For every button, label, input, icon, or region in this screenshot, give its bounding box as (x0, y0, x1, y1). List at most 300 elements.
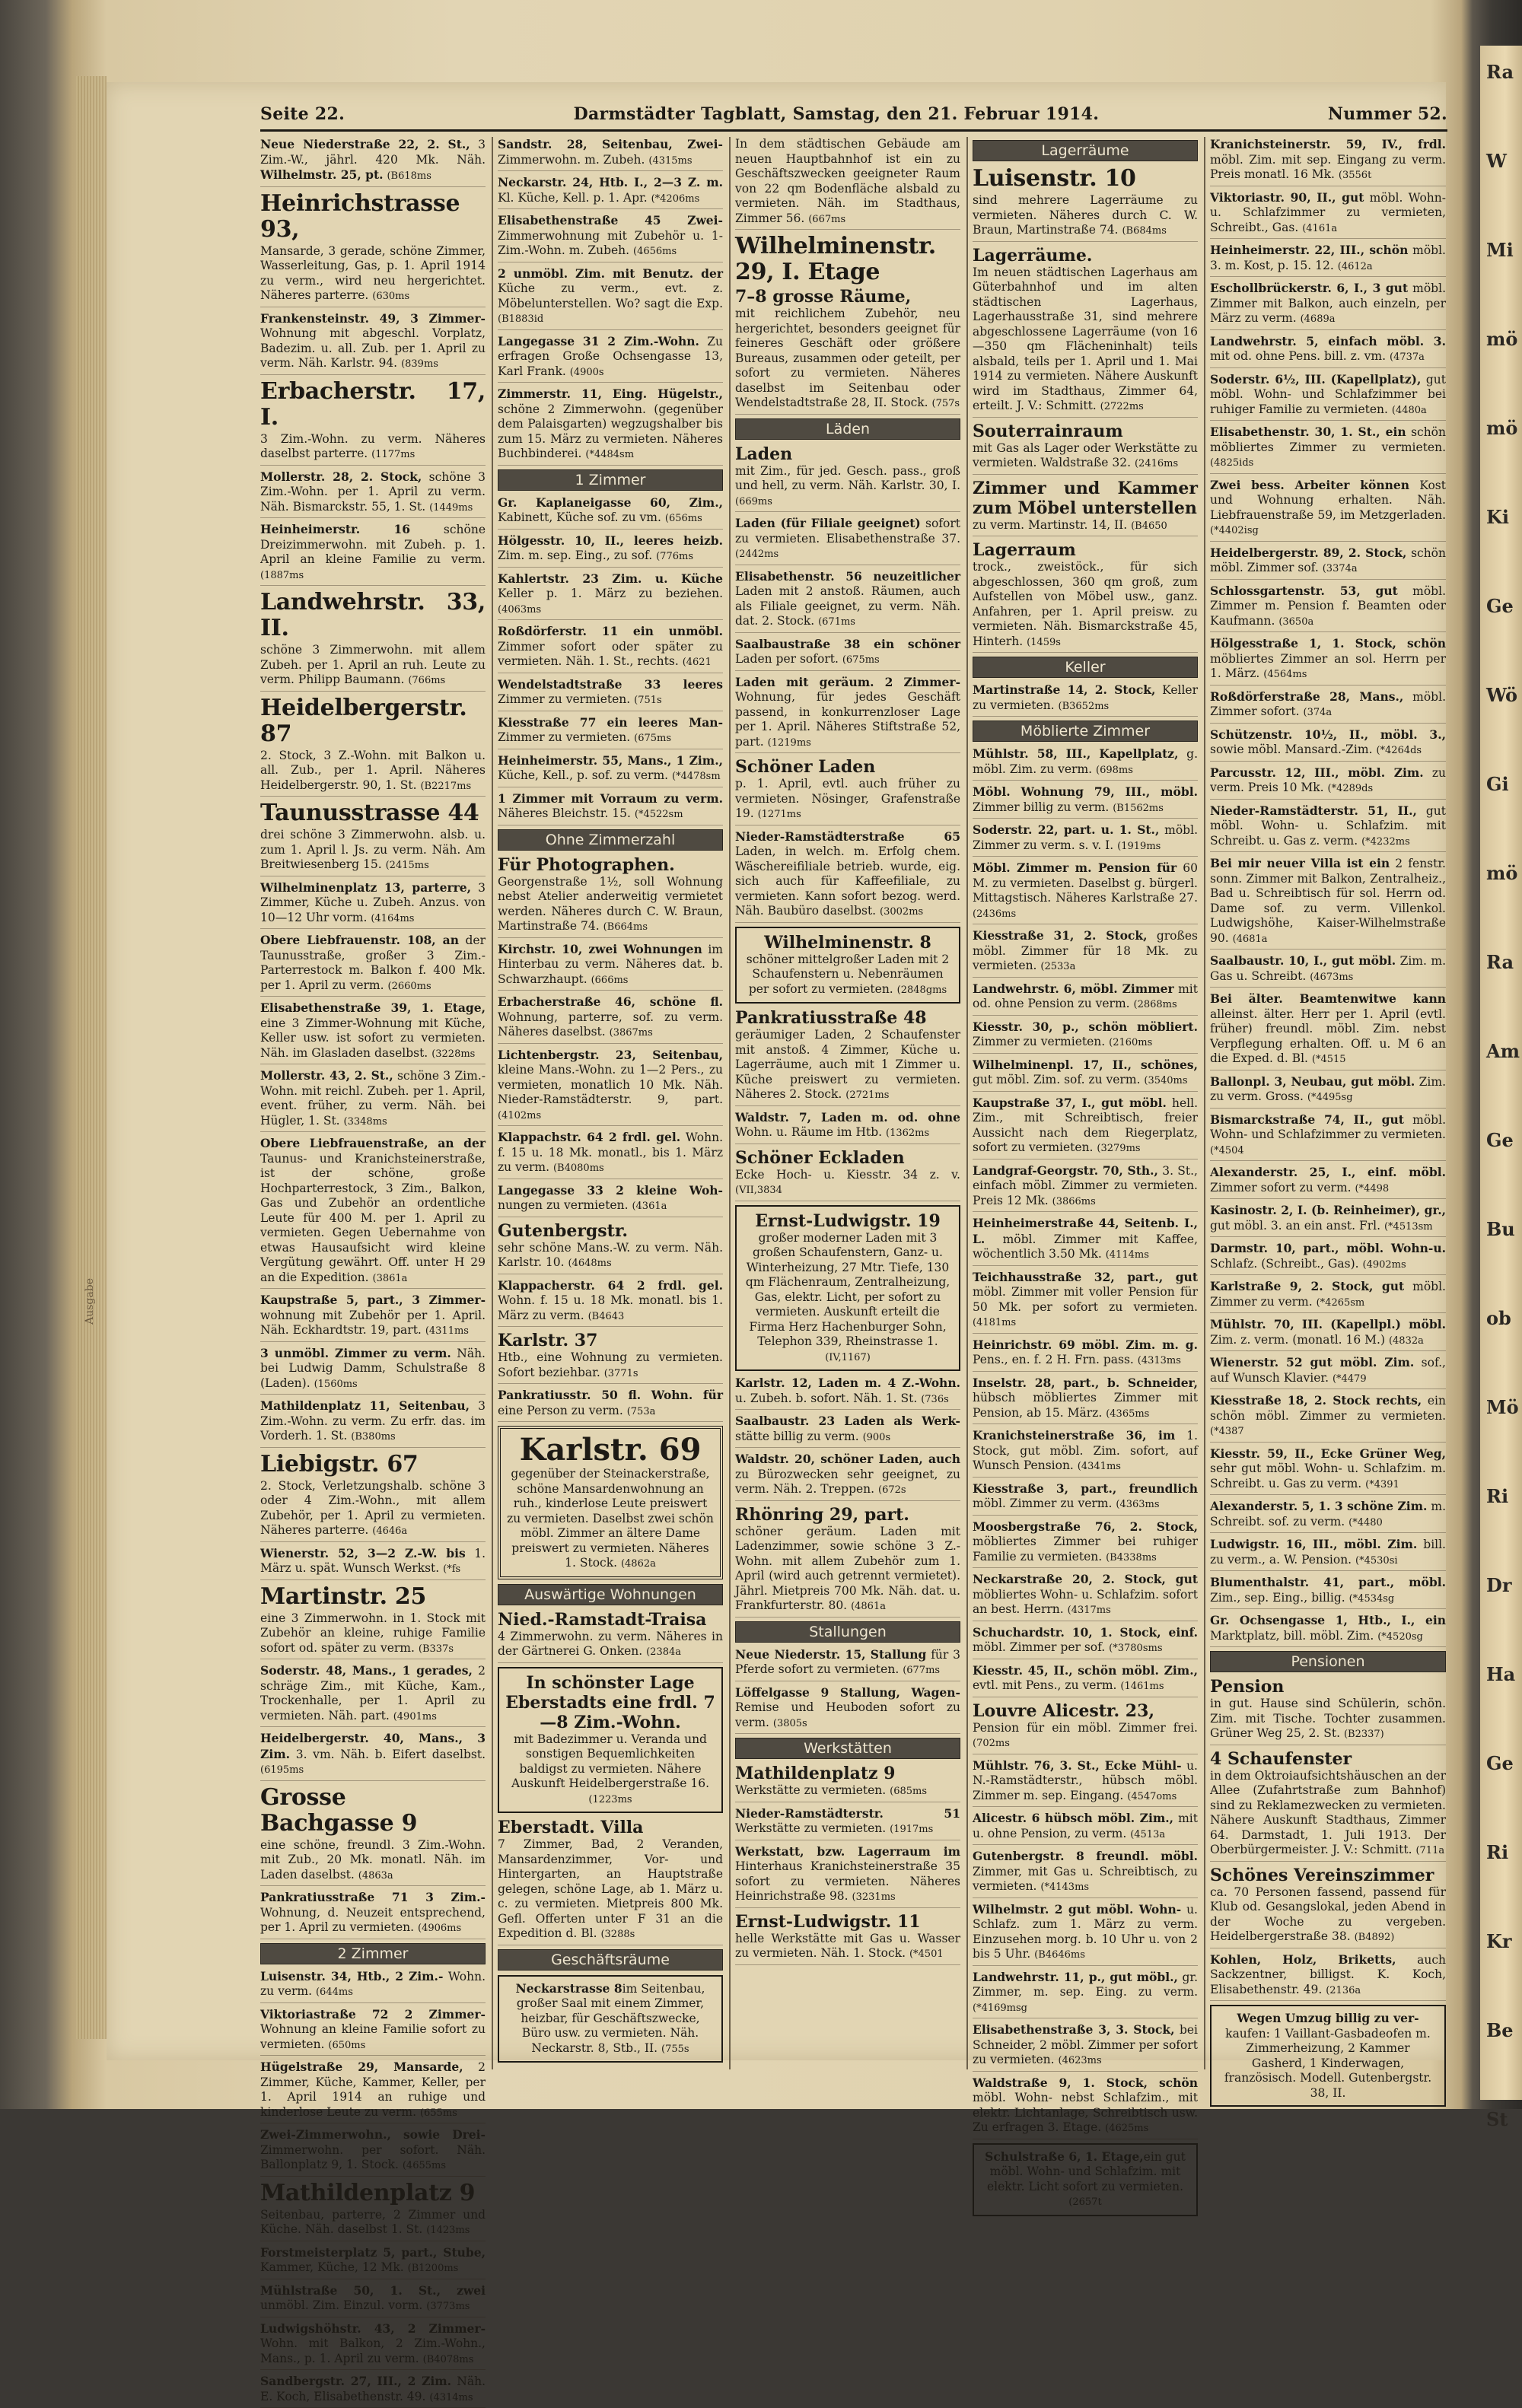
ad-address: Schuchardstr. 10, 1. Stock, einf. (973, 1624, 1198, 1640)
ad-address: Schulstraße 6, 1. Etage, (985, 2149, 1144, 2164)
classified-ad (735, 234, 960, 415)
ad-reference: (675ms (842, 654, 880, 666)
facing-page-fragment: W (1486, 150, 1507, 172)
issue-number: Nummer 52. (1327, 104, 1447, 124)
ad-address: Kaupstraße 5, part., 3 Zimmer- (260, 1293, 486, 1307)
ad-reference: (4863a (358, 1869, 393, 1882)
ad-reference: (*4387 (1210, 1426, 1244, 1437)
ad-text: evtl. mit Pens., zu verm. (973, 1678, 1117, 1692)
classified-ad (735, 1414, 960, 1448)
ad-address: Darmstr. 10, part., möbl. Wohn-u. (1210, 1241, 1446, 1255)
classified-ad (498, 571, 723, 621)
ad-text: Marktplatz, bill. möbl. Zim. (1210, 1628, 1374, 1643)
ad-reference: (736s (921, 1393, 949, 1405)
ad-reference: (B1883id (498, 313, 544, 325)
ad-text: schön möbliertes Zimmer zu vermieten. (1210, 425, 1446, 454)
ad-text: möbl. 3. m. Kost, p. 15. 12. (1210, 243, 1446, 272)
ad-reference: (*3780sms (1109, 1643, 1163, 1654)
ad-reference: (4363ms (1116, 1499, 1160, 1510)
ad-address: Alicestr. 6 hübsch möbl. Zim., (973, 1811, 1174, 1825)
ad-text: p. 1. April, evtl. auch früher zu vermieten. Nösinger, Grafenstraße 19. (735, 777, 960, 820)
ad-address: Kaupstraße 37, I., gut möbl. (973, 1095, 1167, 1110)
classified-ad (973, 682, 1198, 717)
section-heading: 1 Zimmer (498, 469, 723, 491)
classified-ad (260, 695, 486, 797)
classified-ad (260, 1731, 486, 1781)
classified-ad (498, 1818, 723, 1945)
ad-text: möbl. Zimmer sofort. (1210, 689, 1446, 718)
classified-ad (1210, 1241, 1446, 1275)
ad-reference: (4673ms (1310, 971, 1354, 983)
classified-ad (973, 421, 1198, 475)
ad-address: Mühlstraße 50, 1. St., zwei (260, 2282, 486, 2298)
classified-ad (498, 137, 723, 171)
ad-reference: (698ms (1096, 764, 1133, 776)
ad-text: ein schön möbl. Zimmer zu vermieten. (1210, 1394, 1446, 1423)
classified-ad (1210, 190, 1446, 240)
ad-reference: (4902ms (1362, 1258, 1406, 1271)
ad-reference: (669ms (735, 495, 772, 507)
ad-text: Georgenstraße 1½, soll Wohnung nebst Atelier anderweitig vermietet werden. Näheres durch C. W. Braun, Martinstraße 74. (498, 874, 723, 933)
classified-ad (498, 386, 723, 466)
classified-ad (260, 1000, 486, 1064)
ad-reference: (4625ms (1105, 2123, 1149, 2134)
ad-reference: (666ms (591, 974, 629, 986)
ad-reference: (630ms (372, 291, 410, 302)
classified-ad (260, 590, 486, 692)
facing-page-fragment: mö (1486, 328, 1518, 350)
ad-reference: (B4078ms (422, 2353, 474, 2365)
ad-reference: (VII,3834 (735, 1185, 782, 1196)
ad-text: wohnung mit Zubehör per 1. April. Näh. Eckhardtstr. 19, part. (260, 1308, 486, 1337)
ad-reference: (*4478sm (672, 771, 721, 782)
ad-address: Wilhelminenpl. 17, II., schönes, (973, 1057, 1198, 1072)
classified-ad (260, 379, 486, 466)
ad-reference: (*4206ms (651, 192, 700, 205)
ad-text: zu Bürozwecken sehr geeignet, zu verm. Näh. 2. Treppen. (735, 1467, 960, 1496)
facing-page-fragment: Ra (1486, 61, 1514, 83)
ad-reference: (1219ms (767, 736, 811, 749)
page-number: Seite 22. (260, 104, 345, 124)
classified-ad (973, 1428, 1198, 1478)
ad-text: Kammer, Küche, 12 Mk. (260, 2260, 404, 2274)
ad-address: Neckarstrasse 8 (515, 1980, 622, 1996)
ad-text: Zimmer sofort oder später zu vermieten. Näh. 1. St., rechts. (498, 639, 723, 668)
ad-headline: Taunusstrasse 44 (260, 800, 479, 826)
ad-text: 3 Zim.-Wohn. zu verm. Näheres daselbst parterre. (260, 431, 486, 460)
ad-address: Heidelbergerstr. 89, 2. Stock, (1210, 545, 1407, 560)
ad-reference: (4623ms (1058, 2055, 1102, 2066)
ad-text: Remise und Heuboden sofort zu verm. (735, 1700, 960, 1729)
classified-ad (1210, 1677, 1446, 1745)
ad-headline: Heidelbergerstr. 87 (260, 694, 467, 747)
classified-ad (735, 675, 960, 754)
classified-ad (498, 1278, 723, 1328)
ad-address: Bismarckstraße 74, II., gut (1210, 1112, 1404, 1127)
classified-ad (260, 522, 486, 586)
classified-ad (973, 1481, 1198, 1516)
ad-address: Martinstraße 14, 2. Stock, (973, 682, 1156, 697)
ad-text: bei Schneider, 2 möbl. Zimmer per sofort zu vermieten. (973, 2023, 1198, 2066)
classified-ad (1210, 243, 1446, 277)
ad-text: Zimmer, mit Gas u. Schreibtisch, zu vermieten. (973, 1864, 1198, 1893)
ad-reference: (B337s (418, 1643, 454, 1655)
ad-address: Heinheimerstr. 22, III., schön (1210, 243, 1409, 257)
ad-reference: (3556t (1338, 170, 1372, 181)
ad-subheadline: Schöner Laden (735, 757, 876, 777)
ad-reference: (4564ms (1263, 669, 1307, 680)
ad-subheadline: Eberstadt. Villa (498, 1818, 644, 1837)
ad-address: Neckarstr. 24, Htb. I., 2—3 Z. m. (498, 175, 723, 189)
ad-address: Kiesstraße 3, part., freundlich (973, 1481, 1198, 1496)
ad-text: Zim. m. Gas u. Schreibt. (1210, 954, 1446, 983)
classified-ad (1210, 689, 1446, 724)
ad-reference: (4656ms (633, 246, 677, 257)
ad-reference: (3867ms (609, 1027, 653, 1039)
ad-headline: Heinrichstrasse 93, (260, 189, 460, 243)
ad-address: Gr. Ochsengasse 1, Htb., I., ein (1210, 1613, 1446, 1627)
ad-text: stätte billig zu verm. (735, 1429, 859, 1443)
ad-address: Klappachstr. 64 2 frdl. gel. (498, 1130, 681, 1144)
facing-page-fragment: mö (1486, 862, 1518, 884)
classified-ad (260, 1546, 486, 1580)
ad-reference: (4315ms (648, 154, 693, 167)
ad-reference: (B4650 (1131, 520, 1167, 532)
ad-reference: (753a (626, 1405, 656, 1417)
ad-address: Wienerstr. 52, 3—2 Z.-W. bis (260, 1545, 466, 1560)
ad-address: Sandbergstr. 27, III., 2 Zim. (260, 2374, 452, 2388)
classified-ad (260, 1663, 486, 1727)
ad-reference: (B380ms (351, 1431, 396, 1443)
ad-text: möbl. Zimmer m. Pension f. Beamten oder Kaufmann. (1210, 584, 1446, 628)
ad-text: 2 fenstr. sonn. Zimmer mit Balkon, Zentralheiz., Bad u. Schreibtisch für sol. Herrn od. Dame sof. zu verm. Villenkol. Ludwigshöhe, Kaiser-Wilhelmstraße 90. (1210, 857, 1446, 945)
facing-page-fragment: Mi (1486, 239, 1514, 261)
ad-text: möbl. Wohn- und Schlafzimmer zu vermieten. (1210, 1112, 1446, 1141)
classified-ad (498, 1388, 723, 1422)
ad-text: Ecke Hoch- u. Kiesstr. 34 z. v. (735, 1167, 960, 1182)
ad-reference: (2384a (646, 1646, 682, 1658)
ad-reference: (*4391 (1365, 1478, 1399, 1490)
ad-text: Küche zu verm., evt. z. Möbelunterstellen. Wo? sagt die Exp. (498, 282, 723, 310)
ad-subheadline: Rhönring 29, part. (735, 1504, 909, 1525)
ad-reference: (2160ms (1109, 1037, 1153, 1048)
facing-page-edge (1480, 46, 1522, 2130)
classified-ad (1210, 1203, 1446, 1237)
ad-reference: (1423ms (426, 2225, 470, 2236)
ad-subheadline: Karlstr. 37 (498, 1331, 598, 1350)
ad-text: Wohnung, parterre, sof. zu verm. Näheres daselbst. (498, 1010, 723, 1039)
ad-address: Eschollbrückerstr. 6, I., 3 gut (1210, 281, 1409, 295)
ad-reference: (*4504 (1210, 1144, 1244, 1156)
ad-reference: (2848gms (896, 984, 947, 996)
ad-reference: (2721ms (845, 1089, 890, 1101)
book-gutter (76, 76, 107, 2039)
classified-ad (260, 1346, 486, 1395)
ad-reference: (4365ms (1106, 1408, 1150, 1420)
ad-subheadline: Zimmer und Kammer zum Möbel unterstellen (973, 478, 1198, 518)
classified-ad (1210, 1499, 1446, 1533)
ad-text: möbliertes Wohn- u. Schlafzim. sofort an best. Herrn. (973, 1587, 1198, 1616)
ad-reference: (3773ms (426, 2301, 470, 2312)
ad-text: m. Schreibt. sof. zu verm. (1210, 1500, 1446, 1528)
ad-address: Heinheimerstraße 44, Seitenb. I., L. (973, 1216, 1198, 1246)
column-4 (973, 137, 1198, 2208)
classified-ad (735, 1452, 960, 1501)
ad-text: sof., auf Wunsch Klavier. (1210, 1356, 1446, 1385)
ad-text: ein gut möbl. Wohn- und Schlafzim. mit elektr. Licht sofort zu vermieten. (986, 2149, 1186, 2193)
ad-address: Schützenstr. 10½, II., möbl. 3., (1210, 727, 1446, 742)
column-2 (498, 137, 723, 2085)
ad-text: der Taunusstraße, großer 3 Zim.-Parterrestock m. Balkon f. 400 Mk. per 1. April zu verm. (260, 934, 486, 992)
ad-reference: (677ms (903, 1665, 941, 1676)
ad-reference: (2533a (1040, 961, 1076, 972)
ad-text: helle Werkstätte mit Gas u. Wasser zu vermieten. Näh. 1. Stock. (735, 1931, 960, 1960)
ad-address: Wendelstadtstraße 33 leeres (498, 676, 723, 692)
ad-reference: (702ms (973, 1738, 1010, 1749)
ad-text: Htb., eine Wohnung zu vermieten. Sofort beziehbar. (498, 1350, 723, 1379)
column-5 (1210, 137, 1447, 2100)
facing-page-fragment: Ge (1486, 1752, 1514, 1774)
ad-reference: (B1200ms (407, 2263, 459, 2274)
ad-address: Zwei-Zimmerwohn., sowie Drei- (260, 2127, 486, 2142)
classified-ad (498, 1331, 723, 1384)
ad-reference: (656ms (664, 513, 702, 524)
classified-ad (260, 2181, 486, 2241)
ad-text: schöne 2 Zimmerwohn. (gegenüber dem Palaisgarten) wegzugshalber bis zum 15. März zu vermieten. Näheres Buchbinderei. (498, 402, 723, 460)
ad-subheadline: Ernst-Ludwigstr. 11 (735, 1911, 921, 1932)
classified-ad (735, 137, 960, 230)
ad-text: eine 3 Zimmerwohn. in 1. Stock mit Zubehör an kleine, ruhige Familie sofort od. später zu verm. (260, 1611, 486, 1655)
ad-text: Wohn. mit Balkon, 2 Zim.-Wohn., Mans., p. 1. April zu verm. (260, 2336, 486, 2365)
ad-reference: (4314ms (429, 2391, 473, 2403)
ad-text: Zimmerwohn. m. Zubeh. (498, 152, 645, 167)
ad-reference: (1459s (1027, 636, 1061, 648)
ad-address: Alexanderstr. 5, 1. 3 schöne Zim. (1210, 1499, 1428, 1513)
ad-subheadline: Schöner Eckladen (735, 1147, 905, 1168)
classified-ad (973, 1096, 1198, 1159)
classified-ad (260, 1584, 486, 1660)
ad-subheadline: Lagerräume. (973, 245, 1093, 266)
ad-text: mit Gas als Lager oder Werkstätte zu vermieten. Waldstraße 32. (973, 441, 1198, 469)
ad-reference: (B4892) (1354, 1932, 1395, 1943)
ad-address: Landwehrstr. 11, p., gut möbl., (973, 1969, 1178, 1984)
ad-text: 1. Stock, gut möbl. Zim. sofort, auf Wunsch Pension. (973, 1429, 1198, 1472)
ad-reference: (1271ms (757, 809, 801, 820)
classified-ad (1210, 1866, 1446, 1948)
ad-text: Wohn. zu verm. (260, 1969, 486, 1998)
ad-text: schöne 3 Zim.-Wohn. mit reichl. Zubeh. per 1. April, event. früher, zu verm. Näh. bei Hügler, 1. St. (260, 1069, 486, 1128)
ad-text: eine schöne, freundl. 3 Zim.-Wohn. mit Zub., 20 Mk. monatl. Näh. im Laden daselbst. (260, 1837, 486, 1882)
ad-reference: (4480a (1391, 404, 1427, 416)
classified-ad (735, 1685, 960, 1735)
ad-reference: (*4530si (1355, 1554, 1398, 1567)
ad-text: Werkstätte zu vermieten. (735, 1821, 887, 1835)
ad-text: schön möbl. Zimmer sof. (1210, 546, 1446, 574)
ad-reference: (4900s (569, 366, 604, 378)
ad-subheadline: Mathildenplatz 9 (735, 1764, 896, 1783)
facing-page-fragment: Dr (1486, 1574, 1512, 1596)
classified-ad (973, 1376, 1198, 1425)
facing-page-fragment: Mö (1486, 1396, 1519, 1418)
ad-reference: (4646a (372, 1525, 408, 1537)
ad-reference: (2868ms (1133, 999, 1177, 1010)
section-heading: Auswärtige Wohnungen (498, 1584, 723, 1605)
classified-ad (1210, 372, 1446, 421)
ad-text: gut möbl. Zim. sof. zu verm. (973, 1073, 1141, 1086)
ad-reference: (655ms (419, 2107, 457, 2119)
ad-address: Viktoriastraße 72 2 Zimmer- (260, 2006, 486, 2022)
ad-reference: (1362ms (886, 1128, 930, 1139)
ad-reference: (1887ms (260, 569, 304, 581)
ad-text: Taunus- und Kranichsteinerstraße, ist der schöne, große Hochparterrestock, 3 Zim., Balkon, Gas und Zubehör an ordentliche Leute für 400 M. per 1. April zu vermieten. Gegen Uebernahme von etwas Hausaufsicht wird kleine Vergütung gewährt. Off. unter H 29 an die Expedition. (260, 1151, 486, 1284)
ad-reference: (4681a (1232, 933, 1268, 945)
ad-address: Erbacherstraße 46, schöne fl. (498, 994, 723, 1009)
classified-ad (973, 1758, 1198, 1808)
ad-reference: (4164ms (371, 912, 415, 924)
ad-text: möbl. Wohn- nebst Schlafzim., mit elektr. Lichtanlage, Schreibtisch usw. Zu erfragen 3. Etage. (973, 2091, 1198, 2134)
ad-reference: (*4480 (1348, 1516, 1383, 1528)
ad-text: Wohnung mit abgeschl. Vorplatz, Badezim. u. all. Zub. per 1. April zu verm. Näh. Karlstr. 94. (260, 326, 486, 370)
ad-text: 4 Zimmerwohn. zu verm. Näheres in der Gärtnerei G. Onken. (498, 1629, 723, 1658)
ad-subheadline: 4 Schaufenster (1210, 1748, 1352, 1769)
ad-subheadline: Pankratiusstraße 48 (735, 1008, 927, 1028)
facing-page-fragment: Gi (1486, 773, 1509, 795)
ad-address: Langegasse 31 2 Zim.-Wohn. (498, 333, 699, 348)
ad-text: großer moderner Laden mit 3 großen Schaufenstern, Ganz- u. Winterheizung, 27 Mtr. Tiefe, 130 qm Flächenraum, Zentralheizung, Gas, elektr. Licht, per sofort zu vermieten. Auskunft erteilt die Firma Herz Hachenburger Sohn, Telephon 339, Rheinstrasse 1. (745, 1230, 950, 1348)
classified-ad (973, 1811, 1198, 1845)
ad-text: für 3 Pferde sofort zu vermieten. (735, 1647, 960, 1676)
ad-reference: (1223ms (588, 1793, 632, 1805)
ad-reference: (*4495sg (1307, 1092, 1353, 1103)
classified-ad (498, 994, 723, 1044)
classified-ad (1210, 1074, 1446, 1109)
ad-reference: (B4338ms (1106, 1551, 1157, 1563)
classified-ad (973, 1519, 1198, 1569)
ad-address: Kiesstr. 59, II., Ecke Grüner Weg, (1210, 1446, 1446, 1461)
ad-text: eine 3 Zimmer-Wohnung mit Küche, Keller usw. ist sofort zu vermieten. Näh. im Glasladen daselbst. (260, 1016, 486, 1060)
ad-text: 2 Zimmer, Küche, Kammer, Keller, per 1. April 1914 an ruhige und kinderlose Leute zu verm. (260, 2060, 486, 2119)
ad-address: Kranichsteinerstraße 36, im (973, 1428, 1176, 1443)
ad-address: Obere Liebfrauenstraße, an der (260, 1136, 486, 1150)
facing-page-fragment: Ra (1486, 951, 1514, 973)
ad-text: sofort zu vermieten. Elisabethenstraße 37. (735, 517, 960, 546)
ad-text: Wohnung an kleine Familie sofort zu vermieten. (260, 2022, 486, 2051)
classified-ad (735, 1912, 960, 1965)
ad-address: Hölgesstr. 10, II., leeres heizb. (498, 533, 723, 548)
ad-address: Mühlstr. 58, III., Kapellplatz, (973, 746, 1179, 761)
ad-text: Mansarde, 3 gerade, schöne Zimmer, Wasserleitung, Gas, p. 1. April 1914 zu verm., wird neu hergerichtet. Näheres parterre. (260, 243, 486, 302)
classified-ad (735, 829, 960, 923)
ad-text: gut möbl. 3. an ein anst. Frl. (1210, 1218, 1381, 1233)
classified-ad (260, 800, 486, 876)
ad-text: möbl. Zimmer per sof. (973, 1640, 1106, 1654)
classified-ad (973, 784, 1198, 819)
classified-ad (260, 1068, 486, 1132)
ad-reference: (*4232ms (1361, 835, 1410, 848)
ad-reference: (4317ms (1067, 1605, 1111, 1616)
ad-address: Kiesstraße 77 ein leeres Man- (498, 714, 723, 730)
ad-reference: (2722ms (1100, 401, 1144, 412)
ad-reference: (*4289ds (1327, 783, 1374, 794)
classified-ad (973, 1902, 1198, 1966)
ad-text: schöner mittelgroßer Laden mit 2 Schaufenstern u. Nebenräumen per sofort zu vermieten. (746, 952, 950, 996)
ad-reference: (2416ms (1134, 458, 1179, 469)
ad-text: Zimmer sofort zu verm. (1210, 1180, 1352, 1194)
ad-address: Kahlertstr. 23 Zim. u. Küche (498, 571, 723, 586)
classified-ad (498, 533, 723, 568)
ad-address: Elisabethenstraße 39, 1. Etage, (260, 1000, 486, 1015)
ad-reference: (4513a (1130, 1828, 1166, 1840)
ad-subheadline: 7–8 grosse Räume, (735, 287, 912, 307)
ad-text: möbliertes Zimmer bei ruhiger Familie zu vermieten. (973, 1535, 1198, 1563)
facing-page-fragment: Ki (1486, 506, 1509, 528)
ad-reference: (4689a (1300, 313, 1336, 325)
ad-reference: (*4498 (1355, 1182, 1390, 1194)
ad-text: Kost und Wohnung erhalten. Näh. Liebfrauenstraße 59, im Metzgerladen. (1210, 478, 1446, 522)
ad-address: Neckarstraße 20, 2. Stock, gut (973, 1572, 1198, 1586)
ad-reference: (B618ms (387, 170, 431, 182)
ad-address: Elisabethenstraße 3, 3. Stock, (973, 2022, 1175, 2037)
ad-reference: (*4513sm (1383, 1220, 1433, 1233)
ad-address: Möbl. Wohnung 79, III., möbl. (973, 784, 1198, 799)
ad-address: Soderstr. 48, Mans., 1 gerades, (260, 1663, 473, 1678)
ad-reference: (4621 (682, 657, 712, 668)
classified-ad (260, 2245, 486, 2279)
ad-reference: (4341ms (1077, 1461, 1121, 1472)
ad-text: Laden, in welch. m. Erfolg chem. Wäschereifiliale betrieb. wurde, eig. sich auch für Kaffeefiliale, zu vermieten. Kann sofort bezog. werd. Näh. Baubüro daselbst. (735, 845, 960, 918)
section-heading: Lagerräume (973, 140, 1198, 161)
classified-ad (260, 2060, 486, 2123)
ad-address: Heinrichstr. 69 möbl. Zim. m. g. (973, 1337, 1198, 1352)
classified-ad (498, 1130, 723, 1179)
ad-address: Löffelgasse 9 Stallung, Wagen- (735, 1684, 960, 1700)
ad-text: Zimmer zu vermieten. (498, 730, 631, 744)
classified-ad (735, 1376, 960, 1410)
ad-address: Alexanderstr. 25, I., einf. möbl. (1210, 1165, 1446, 1179)
ad-reference: (B4646ms (1034, 1949, 1085, 1961)
classified-ad (1210, 584, 1446, 633)
classified-ad (498, 1426, 723, 1579)
ad-text: Hinterhaus Kranichsteinerstraße 35 sofort zu vermieten. Näheres Heinrichstraße 98. (735, 1859, 960, 1903)
ad-address: Viktoriastr. 90, II., gut (1210, 189, 1364, 205)
ad-reference: (B684ms (1122, 225, 1167, 237)
ad-reference: (*4264ds (1376, 745, 1422, 756)
section-heading: Stallungen (735, 1621, 960, 1643)
classified-ad (973, 1020, 1198, 1054)
classified-ad (498, 677, 723, 711)
ad-reference: (3650a (1278, 616, 1314, 628)
ad-text: 2. Stock, Verletzungshalb. schöne 3 oder 4 Zim.-Wohn., mit allem Zubehör, per 1. April zu vermieten. Näheres parterre. (260, 1478, 486, 1537)
ad-address: Ludwigshöhstr. 43, 2 Zimmer- (260, 2321, 486, 2336)
ad-text: Zimmer zu vermieten. (973, 1035, 1106, 1048)
ad-text: Laden mit 2 anstoß. Räumen, auch als Filiale geeignet, zu verm. Näh. dat. 2. Stock. (735, 584, 960, 628)
ad-text: Zim. m. sep. Eing., zu sof. (498, 549, 653, 562)
ad-address: Karlstr. 12, Laden m. 4 Z.-Wohn. (735, 1376, 960, 1390)
ad-reference: (4161a (1302, 222, 1338, 234)
ad-reference: (644ms (315, 1987, 353, 1998)
classified-ad (735, 516, 960, 565)
ad-text: mit od. ohne Pension zu verm. (973, 981, 1198, 1010)
ad-text: Zimmerwohn. per sofort. Näh. Ballonplatz 9, 1. Stock. (260, 2142, 486, 2171)
classified-ad (1210, 334, 1446, 368)
ad-reference: (4832a (1388, 1334, 1424, 1347)
ad-reference: (*4515 (1311, 1054, 1346, 1065)
ad-reference: (*4522sm (634, 809, 683, 820)
classified-ad (735, 1110, 960, 1144)
ad-address: Frankensteinstr. 49, 3 Zimmer- (260, 310, 486, 326)
ad-text: Keller zu vermieten. (973, 683, 1198, 712)
ad-text: Zim. zu verm. Gross. (1210, 1074, 1446, 1103)
